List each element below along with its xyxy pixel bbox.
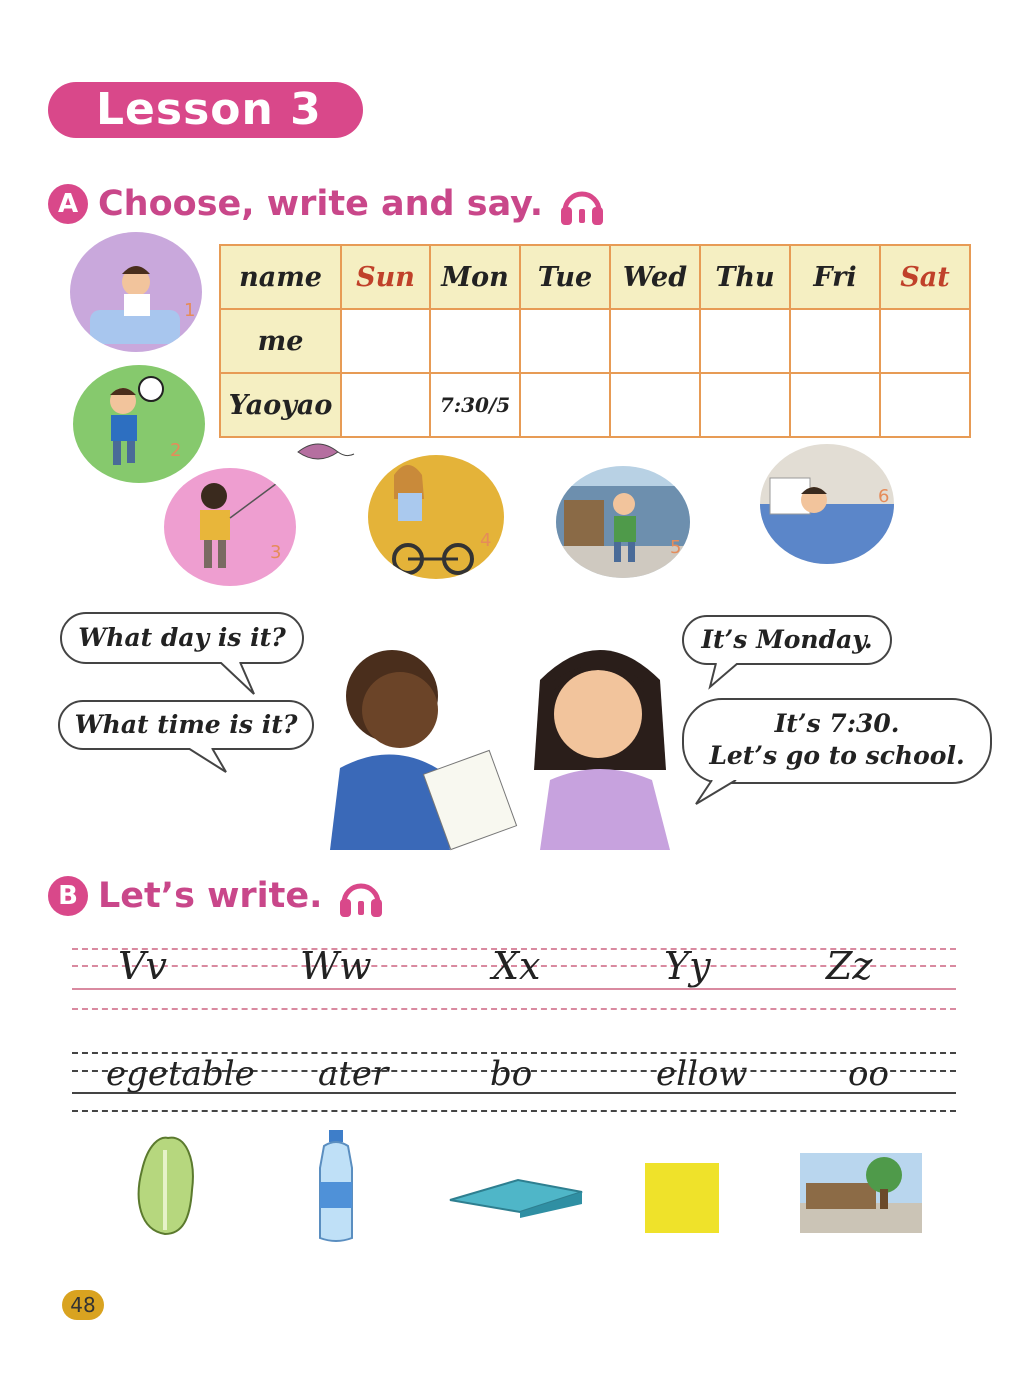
section-a-header — [48, 181, 607, 227]
picture-go-to-school — [556, 466, 690, 578]
lesson-title: Lesson 3 — [48, 82, 363, 138]
speech-bubble-what-time: What time is it? — [58, 700, 314, 750]
table-cell[interactable] — [790, 309, 880, 373]
headphones-icon[interactable] — [336, 873, 386, 919]
word-zoo: oo — [848, 1054, 889, 1094]
picture-number: 1 — [184, 300, 196, 321]
boy-football-illustration — [73, 365, 205, 483]
letter-yy: Yy — [664, 944, 711, 988]
table-cell[interactable] — [880, 373, 970, 437]
section-b-title: Let’s write. — [98, 876, 323, 916]
letter-vv: Vv — [118, 944, 167, 988]
table-row — [220, 309, 970, 373]
picture-fly-kite — [164, 468, 296, 586]
speech-bubble-school — [682, 698, 992, 784]
boy-sleeping-illustration — [760, 444, 894, 564]
table-cell[interactable] — [610, 373, 700, 437]
picture-number: 4 — [480, 530, 492, 551]
guide-line — [72, 988, 956, 990]
header-sun: Sun — [341, 245, 430, 309]
bubble-line-time: It’s 7:30. — [774, 709, 900, 738]
picture-number: 6 — [878, 486, 890, 507]
row-label-me: me — [220, 309, 341, 373]
picture-ride-bike — [368, 455, 504, 579]
bubble-tail — [702, 663, 752, 693]
header-tue: Tue — [520, 245, 610, 309]
word-yellow: ellow — [656, 1054, 748, 1094]
cabbage-icon — [130, 1130, 200, 1238]
water-bottle-icon — [314, 1128, 358, 1244]
letter-zz: Zz — [826, 944, 873, 988]
zoo-icon — [800, 1153, 922, 1233]
table-cell[interactable] — [700, 309, 790, 373]
boy-kite-illustration — [164, 468, 296, 586]
children-talking-illustration — [300, 640, 690, 860]
table-header-row — [220, 245, 970, 309]
picture-number: 2 — [170, 440, 182, 461]
letter-xx: Xx — [492, 944, 541, 988]
word-water: ater — [318, 1054, 389, 1094]
speech-bubble-what-day: What day is it? — [60, 612, 304, 664]
table-cell[interactable] — [341, 373, 430, 437]
bubble-tail — [178, 748, 238, 778]
guide-line — [72, 1008, 956, 1010]
table-cell[interactable] — [880, 309, 970, 373]
header-wed: Wed — [610, 245, 700, 309]
section-b-badge: B — [48, 876, 88, 916]
table-cell[interactable] — [341, 309, 430, 373]
speech-bubble-monday: It’s Monday. — [682, 615, 892, 665]
schedule-table — [219, 244, 971, 438]
table-cell[interactable] — [700, 373, 790, 437]
header-name: name — [220, 245, 341, 309]
letter-ww: Ww — [300, 944, 372, 988]
table-row — [220, 373, 970, 437]
guide-line — [72, 1110, 956, 1112]
bubble-tail — [692, 780, 752, 810]
girl-bike-illustration — [368, 455, 504, 579]
section-a-title: Choose, write and say. — [98, 184, 544, 224]
bubble-tail — [210, 662, 270, 702]
header-thu: Thu — [700, 245, 790, 309]
boy-walking-school-illustration — [556, 466, 690, 578]
table-cell[interactable] — [520, 309, 610, 373]
picture-play-football — [73, 365, 205, 483]
table-cell-example: 7:30/5 — [430, 373, 520, 437]
box-icon — [448, 1172, 588, 1220]
section-b-header — [48, 873, 386, 919]
picture-number: 3 — [270, 542, 282, 563]
word-vegetable: egetable — [106, 1054, 255, 1094]
header-mon: Mon — [430, 245, 520, 309]
page-number: 48 — [62, 1290, 104, 1320]
header-fri: Fri — [790, 245, 880, 309]
picture-go-to-bed — [760, 444, 894, 564]
table-cell[interactable] — [430, 309, 520, 373]
picture-wake-up — [70, 232, 202, 352]
header-sat: Sat — [880, 245, 970, 309]
boy-waking-illustration — [70, 232, 202, 352]
table-cell[interactable] — [520, 373, 610, 437]
bubble-line-school: Let’s go to school. — [709, 741, 965, 770]
table-cell[interactable] — [790, 373, 880, 437]
row-label-yaoyao: Yaoyao — [220, 373, 341, 437]
yellow-square-icon — [645, 1163, 719, 1233]
word-box: bo — [490, 1054, 533, 1094]
headphones-icon[interactable] — [557, 181, 607, 227]
table-cell[interactable] — [610, 309, 700, 373]
section-a-badge: A — [48, 184, 88, 224]
picture-number: 5 — [670, 537, 682, 558]
kite-icon — [284, 436, 356, 474]
